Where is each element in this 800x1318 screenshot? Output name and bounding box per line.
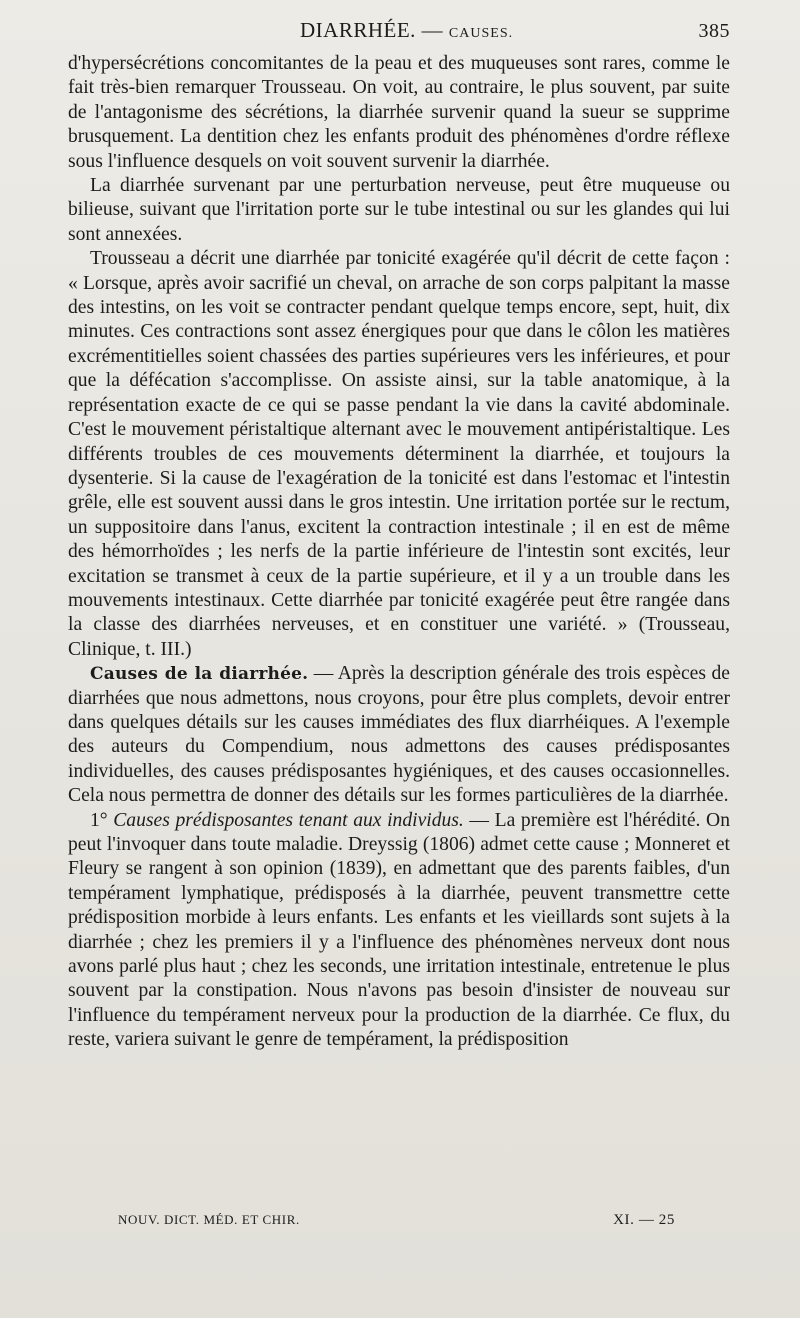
section-text: — Après la description générale des trois espèces de diarrhées que nous admettons, nous croyons, pour être plus complets, devoir entrer dans quelques détails sur les causes immédiates des flux diarrhéiques. A l'exemple des auteurs du Compendium, nous admettons des causes prédisposantes individuelles, des causes prédisposantes hygiéniques, et des causes occasionnelles. Cela nous permettra de donner des détails sur les formes particulières de la diarrhée. [68,663,730,807]
page-footer [118,1212,675,1229]
subsection-text: — La première est l'hérédité. On peut l'invoquer dans toute maladie. Dreyssig (1806) admet cette cause ; Monneret et Fleury se rangent à son opinion (1839), en admettant que des parents faibles, d'un tempérament lymphatique, prédisposés à la diarrhée, peuvent transmettre cette prédisposition morbide à leurs enfants. Les enfants et les vieillards sont sujets à la diarrhée ; chez les premiers il y a l'influence des phénomènes nerveux dont nous avons parlé plus haut ; chez les seconds, une irritation intestinale, entretenue le plus souvent par la constipation. Nous n'avons pas besoin d'insister de nouveau sur l'influence du tempérament nerveux pour la production de la diarrhée. Ce flux, du reste, variera suivant le genre de tempérament, la prédisposition [68,809,730,1051]
header-dash: — [421,18,444,42]
header-title: DIARRHÉE. [300,18,416,42]
footer-signature: XI. — 25 [613,1212,675,1228]
running-title [300,18,513,43]
paragraph-2: La diarrhée survenant par une perturbation nerveuse, peut être muqueuse ou bilieuse, suivant que l'irritation porte sur le tube intestinal ou sur les glandes qui lui sont annexées. [68,175,730,245]
subsection-causes-individus [68,809,730,1053]
header-subtitle: CAUSES. [448,26,514,41]
subsection-number: 1° [90,809,108,831]
paragraph-1: d'hypersécrétions concomitantes de la peau et des muqueuses sont rares, comme le fait très-bien remarquer Trousseau. On voit, au contraire, le plus souvent, par suite de l'antagonisme des sécrétions, la diarrhée survenir quand la sueur se supprime brusquement. La dentition chez les enfants produit des phénomènes d'ordre réflexe sous l'influence desquels on voit souvent survenir la diarrhée. [68,53,730,172]
page-number: 385 [698,20,730,42]
footer-imprint: NOUV. DICT. MÉD. ET CHIR. [118,1212,300,1227]
section-causes [68,662,730,808]
paragraph-3: Trousseau a décrit une diarrhée par tonicité exagérée qu'il décrit de cette façon : « Lorsque, après avoir sacrifié un cheval, on arrache de son corps palpitant la masse des intestins, on les voit se contracter pendant quelque temps encore, sept, huit, dix minutes. Ces contractions sont assez énergiques pour que dans le côlon les matières excrémentitielles soient chassées des parties supérieures vers les inférieures, et pour que la défécation s'accomplisse. On assiste ainsi, sur la table anatomique, à la représentation exacte de ce qui se passe pendant la vie dans la cavité abdominale. C'est le mouvement péristaltique alternant avec le mouvement antipéristaltique. Les différents troubles de ces mouvements déterminent la diarrhée, et toujours la dysenterie. Si la cause de l'exagération de la tonicité est dans l'estomac et l'intestin grêle, elle est souvent aussi dans le gros intestin. Une irritation portée sur le rectum, un suppositoire dans l'anus, excitent la contraction intestinale ; il en est de même des hémorrhoïdes ; les nerfs de la partie inférieure de l'intestin sont excités, leur excitation se transmet à ceux de la partie supérieure, et il y a un trouble dans les mouvements intestinaux. Cette diarrhée par tonicité exagérée peut être rangée dans la classe des diarrhées nerveuses, et en constituer une variété. » (Trousseau, Clinique, t. III.) [68,248,730,660]
subsection-heading: Causes prédisposantes tenant aux individus. [107,809,464,831]
section-heading: Causes de la diarrhée. [90,664,309,685]
running-head [68,18,730,52]
body-text [68,52,730,1053]
